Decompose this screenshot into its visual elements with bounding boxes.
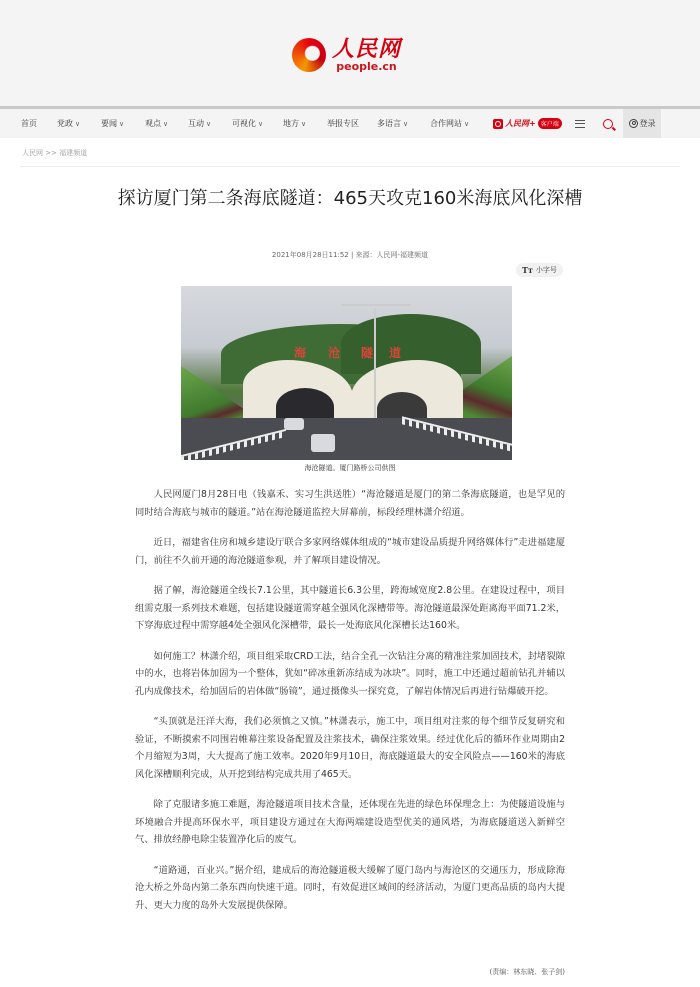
nav-item-languages[interactable]: 多语言 ∨: [377, 119, 409, 128]
text-size-icon: Tт: [522, 265, 533, 275]
nav-item-home[interactable]: 首页: [21, 119, 37, 128]
paragraph: 据了解，海沧隧道全线长7.1公里，其中隧道长6.3公里，跨海域宽度2.8公里。在建设过程中，项目组需克服一系列技术难题，包括建设隧道需穿越全强风化深槽带等。海沧隧道最深处距离海平面71.2米，下穿海底过程中需穿越4处全强风化深槽带，最长一处海底风化深槽长达160米。: [135, 585, 565, 631]
user-icon: [629, 119, 638, 128]
nav-item-opinion[interactable]: 观点 ∨: [145, 119, 169, 128]
chevron-down-icon: ∨: [258, 119, 264, 128]
nav-item-local[interactable]: 地方 ∨: [283, 119, 307, 128]
article-body: [135, 486, 565, 927]
site-header: [0, 0, 700, 106]
editor-credit: (责编：林东晓、张子剑): [489, 968, 565, 976]
photo-caption: 海沧隧道。厦门路桥公司供图: [304, 464, 396, 472]
breadcrumb[interactable]: 人民网 >> 福建频道: [22, 149, 88, 157]
chevron-down-icon: ∨: [464, 119, 470, 128]
client-badge: 客户端: [538, 118, 562, 129]
paragraph: 近日，福建省住房和城乡建设厅联合多家网络媒体组成的“城市建设品质提升网络媒体行”走进福建厦门，前往不久前开通的海沧隧道参观，并了解项目建设情况。: [135, 537, 565, 566]
search-button[interactable]: [603, 109, 613, 138]
chevron-down-icon: ∨: [403, 119, 409, 128]
search-icon: [603, 119, 613, 129]
logo-emblem-icon: [292, 38, 326, 72]
chevron-down-icon: ∨: [206, 119, 212, 128]
menu-button[interactable]: [575, 109, 585, 138]
nav-item-interaction[interactable]: 互动 ∨: [188, 119, 212, 128]
paragraph: “道路通，百业兴。”据介绍，建成后的海沧隧道极大缓解了厦门岛内与海沧区的交通压力，形成除海沧大桥之外岛内第二条东西向快速干道。同时，有效促进区域间的经济活动，为厦门更高品质的岛内大提升、更大力度的岛外大发展提供保障。: [135, 864, 565, 911]
nav-item-report[interactable]: 举报专区: [327, 119, 359, 128]
logo-chinese-name: 人民网: [332, 36, 402, 62]
menu-icon: [575, 120, 585, 128]
nav-item-party-gov[interactable]: 党政 ∨: [57, 119, 81, 128]
paragraph: 除了克服诸多施工难题，海沧隧道项目技术含量，还体现在先进的绿色环保理念上：为使隧道设施与环境融合并提高环保水平，项目建设方通过在大海两端建设造型优美的通风塔，为海底隧道送入新鲜空气、排放经静电除尘装置净化后的废气。: [135, 799, 565, 845]
paragraph: “头顶就是汪洋大海，我们必须慎之又慎。”林潇表示，施工中，项目组对注浆的每个细节反复研究和验证，不断摸索不同围岩帷幕注浆设备配置及注浆技术，确保注浆效果。经过优化后的循环作业周期由2个月缩短为3周，大大提高了施工效率。2020年9月10日，海底隧道最大的安全风险点——160米的海底风化深槽顺利完成，从开挖到结构完成共用了465天。: [135, 716, 565, 780]
nav-item-news[interactable]: 要闻 ∨: [101, 119, 125, 128]
chevron-down-icon: ∨: [163, 119, 169, 128]
app-logo-icon: [493, 119, 503, 129]
site-logo[interactable]: [292, 30, 412, 80]
login-button[interactable]: 登录: [623, 109, 661, 138]
chevron-down-icon: ∨: [301, 119, 307, 128]
article-title: 探访厦门第二条海底隧道：465天攻克160米海底风化深槽: [117, 188, 583, 209]
article-meta: 2021年08月28日11:52 | 来源：人民网-福建频道: [271, 251, 429, 259]
chevron-down-icon: ∨: [75, 119, 81, 128]
chevron-down-icon: ∨: [119, 119, 125, 128]
nav-item-partners[interactable]: 合作网站 ∨: [430, 119, 470, 128]
paragraph: 如何施工？林潇介绍，项目组采取CRD工法，结合全孔一次钻注分离的精准注浆加固技术，封堵裂隙中的水，也将岩体加固为一个整体，犹如“碎冰重新冻结成为冰块”。同时，施工中还通过超前钻孔并辅以孔内成像技术，给加固后的岩体做“肠镜”，通过摄像头一探究竟，了解岩体情况后再进行钻爆破开挖。: [135, 650, 565, 697]
paragraph: 人民网厦门8月28日电（钱嘉禾、实习生洪送胜）“海沧隧道是厦门的第二条海底隧道，也是罕见的同时结合海底与城市的隧道。”站在海沧隧道监控大屏幕前，标段经理林潇介绍道。: [135, 489, 565, 518]
main-nav: [0, 106, 700, 138]
nav-item-visual[interactable]: 可视化 ∨: [232, 119, 264, 128]
app-download-link[interactable]: 人民网+ 客户端: [493, 109, 562, 138]
logo-domain: people.cn: [336, 60, 397, 73]
divider: [20, 166, 680, 167]
font-size-toggle[interactable]: Tт 小字号: [516, 263, 563, 277]
article-photo: 海 沧 隧 道: [181, 286, 512, 460]
